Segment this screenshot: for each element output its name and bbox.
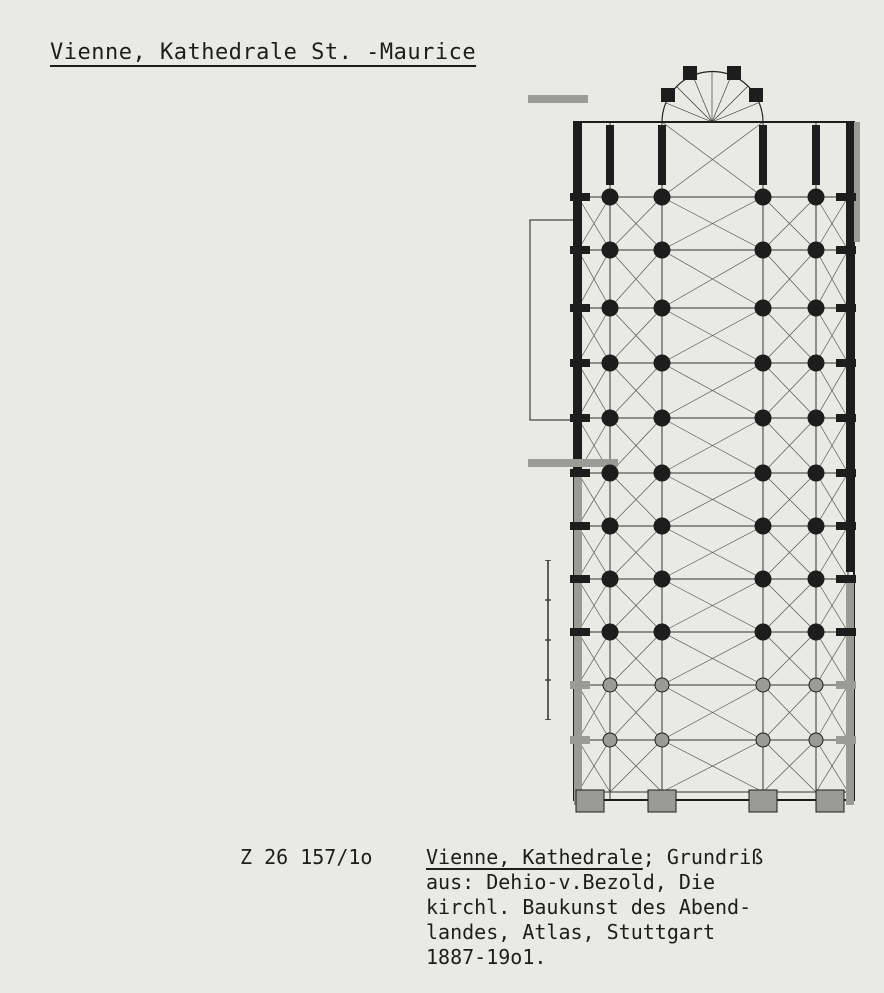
caption-line-5 (240, 945, 763, 970)
caption-source-title: kirchl. Baukunst des Abend- (426, 895, 752, 919)
card-caption (240, 845, 763, 970)
catalog-reference: Z 26 157/1o (240, 845, 373, 869)
caption-line-3 (240, 895, 763, 920)
caption-heading-rest: ; Grundriß (642, 845, 764, 869)
caption-line-1 (240, 845, 763, 870)
caption-line-4 (240, 920, 763, 945)
scale-bar (544, 560, 552, 720)
caption-source-place: landes, Atlas, Stuttgart (426, 920, 715, 944)
caption-source: aus: Dehio-v.Bezold, Die (426, 870, 715, 894)
caption-line-2 (240, 870, 763, 895)
caption-source-years: 1887-19o1. (426, 945, 547, 969)
caption-heading: Vienne, Kathedrale (426, 845, 643, 869)
cathedral-floor-plan (520, 55, 860, 820)
card-title: Vienne, Kathedrale St. -Maurice (50, 40, 477, 65)
